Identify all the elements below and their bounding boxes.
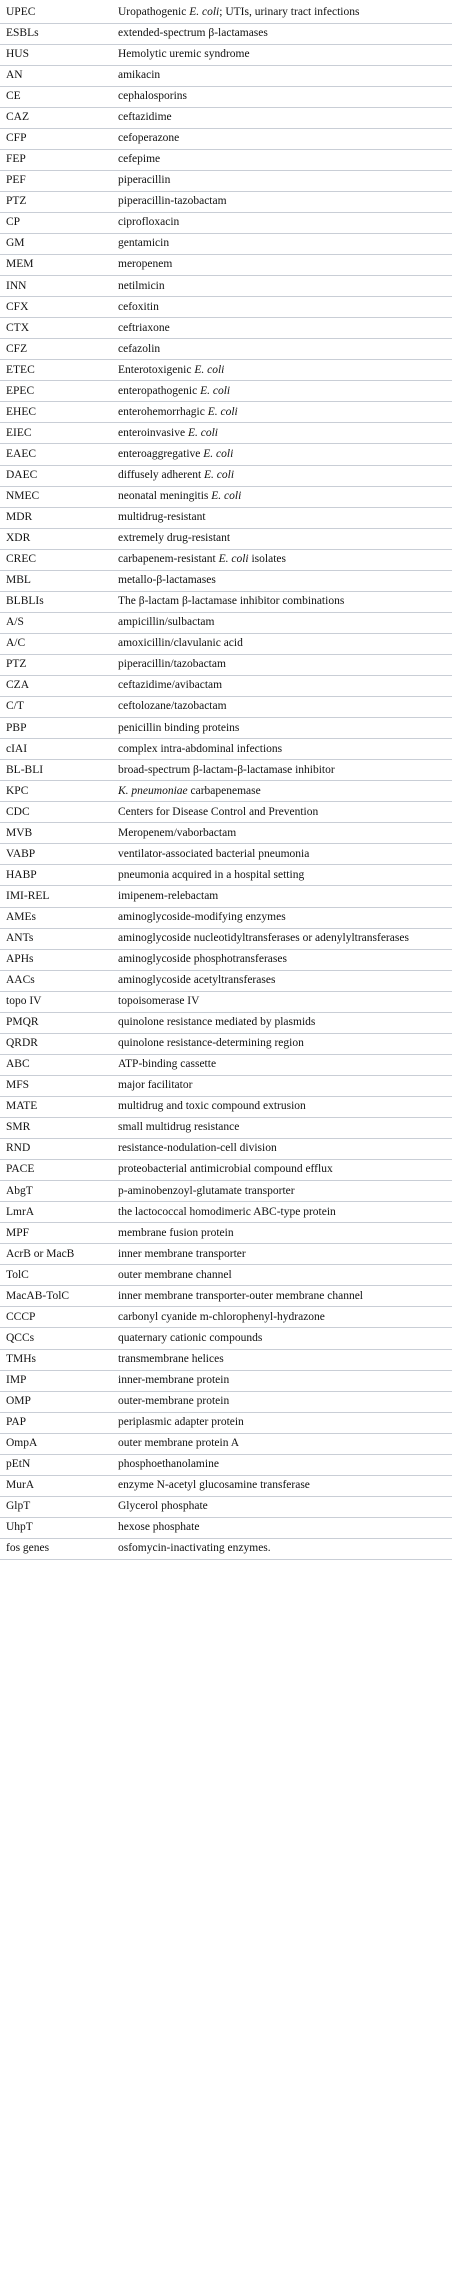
abbreviation-cell: LmrA bbox=[0, 1202, 112, 1223]
abbreviations-table bbox=[0, 2, 452, 1560]
table-row bbox=[0, 170, 452, 191]
abbreviation-cell: FEP bbox=[0, 149, 112, 170]
abbreviation-cell: IMI-REL bbox=[0, 886, 112, 907]
table-row bbox=[0, 1096, 452, 1117]
definition-cell: cefoxitin bbox=[112, 297, 452, 318]
table-row bbox=[0, 44, 452, 65]
abbreviation-cell: PBP bbox=[0, 718, 112, 739]
table-row bbox=[0, 360, 452, 381]
table-row bbox=[0, 1075, 452, 1096]
abbreviation-cell: CDC bbox=[0, 802, 112, 823]
definition-cell: ampicillin/sulbactam bbox=[112, 612, 452, 633]
definition-cell: cefoperazone bbox=[112, 128, 452, 149]
definition-cell: periplasmic adapter protein bbox=[112, 1412, 452, 1433]
definition-cell: Glycerol phosphate bbox=[112, 1496, 452, 1517]
table-row bbox=[0, 86, 452, 107]
table-row bbox=[0, 1349, 452, 1370]
species-name: E. coli bbox=[218, 553, 249, 566]
abbreviation-cell: RND bbox=[0, 1139, 112, 1160]
definition-cell: enteroaggregative E. coli bbox=[112, 444, 452, 465]
definition-cell: ceftazidime/avibactam bbox=[112, 676, 452, 697]
table-row bbox=[0, 949, 452, 970]
abbreviation-cell: GlpT bbox=[0, 1496, 112, 1517]
definition-cell: proteobacterial antimicrobial compound efflux bbox=[112, 1160, 452, 1181]
table-row bbox=[0, 549, 452, 570]
definition-cell: piperacillin-tazobactam bbox=[112, 191, 452, 212]
table-row bbox=[0, 654, 452, 675]
abbreviation-cell: TolC bbox=[0, 1265, 112, 1286]
table-row bbox=[0, 1265, 452, 1286]
abbreviation-cell: ETEC bbox=[0, 360, 112, 381]
definition-cell: Centers for Disease Control and Prevention bbox=[112, 802, 452, 823]
table-row bbox=[0, 676, 452, 697]
definition-cell: extremely drug-resistant bbox=[112, 528, 452, 549]
table-row bbox=[0, 802, 452, 823]
abbreviation-cell: AN bbox=[0, 65, 112, 86]
definition-cell: ceftolozane/tazobactam bbox=[112, 697, 452, 718]
table-row bbox=[0, 1475, 452, 1496]
table-row bbox=[0, 423, 452, 444]
table-row bbox=[0, 107, 452, 128]
definition-cell: extended-spectrum β-lactamases bbox=[112, 23, 452, 44]
table-row bbox=[0, 1496, 452, 1517]
table-row bbox=[0, 1286, 452, 1307]
table-row bbox=[0, 886, 452, 907]
table-row bbox=[0, 234, 452, 255]
table-row bbox=[0, 1412, 452, 1433]
abbreviation-cell: PACE bbox=[0, 1160, 112, 1181]
abbreviation-cell: topo IV bbox=[0, 991, 112, 1012]
abbreviation-cell: GM bbox=[0, 234, 112, 255]
abbreviation-cell: XDR bbox=[0, 528, 112, 549]
definition-cell: inner-membrane protein bbox=[112, 1370, 452, 1391]
abbreviation-cell: BLBLIs bbox=[0, 591, 112, 612]
table-row bbox=[0, 1181, 452, 1202]
table-row bbox=[0, 1517, 452, 1538]
abbreviation-cell: PTZ bbox=[0, 654, 112, 675]
definition-cell: enzyme N-acetyl glucosamine transferase bbox=[112, 1475, 452, 1496]
abbreviation-cell: OmpA bbox=[0, 1433, 112, 1454]
definition-cell: pneumonia acquired in a hospital setting bbox=[112, 865, 452, 886]
abbreviation-cell: CCCP bbox=[0, 1307, 112, 1328]
definition-cell: The β-lactam β-lactamase inhibitor combinations bbox=[112, 591, 452, 612]
table-row bbox=[0, 1012, 452, 1033]
definition-cell: netilmicin bbox=[112, 276, 452, 297]
abbreviation-cell: AACs bbox=[0, 970, 112, 991]
definition-cell: enterohemorrhagic E. coli bbox=[112, 402, 452, 423]
abbreviation-cell: MacAB-TolC bbox=[0, 1286, 112, 1307]
abbreviation-cell: VABP bbox=[0, 844, 112, 865]
definition-cell: topoisomerase IV bbox=[112, 991, 452, 1012]
species-name: E. coli bbox=[187, 426, 218, 439]
definition-cell: aminoglycoside phosphotransferases bbox=[112, 949, 452, 970]
table-row bbox=[0, 23, 452, 44]
table-row bbox=[0, 255, 452, 276]
abbreviation-cell: APHs bbox=[0, 949, 112, 970]
definition-cell: multidrug and toxic compound extrusion bbox=[112, 1096, 452, 1117]
table-row bbox=[0, 697, 452, 718]
table-row bbox=[0, 297, 452, 318]
definition-cell: aminoglycoside nucleotidyltransferases or adenylyltransferases bbox=[112, 928, 452, 949]
abbreviation-cell: C/T bbox=[0, 697, 112, 718]
species-name: E. coli bbox=[211, 489, 242, 502]
table-row bbox=[0, 823, 452, 844]
definition-cell: meropenem bbox=[112, 255, 452, 276]
abbreviation-cell: MEM bbox=[0, 255, 112, 276]
table-row bbox=[0, 507, 452, 528]
definition-cell: K. pneumoniae carbapenemase bbox=[112, 781, 452, 802]
table-row bbox=[0, 381, 452, 402]
species-name: K. pneumoniae bbox=[118, 784, 188, 797]
abbreviation-cell: CREC bbox=[0, 549, 112, 570]
definition-cell: ceftazidime bbox=[112, 107, 452, 128]
table-row bbox=[0, 318, 452, 339]
abbreviation-cell: DAEC bbox=[0, 465, 112, 486]
species-name: E. coli bbox=[200, 384, 231, 397]
table-row bbox=[0, 191, 452, 212]
table-row bbox=[0, 444, 452, 465]
definition-cell: cephalosporins bbox=[112, 86, 452, 107]
definition-cell: enteroinvasive E. coli bbox=[112, 423, 452, 444]
table-row bbox=[0, 1054, 452, 1075]
table-row bbox=[0, 402, 452, 423]
definition-cell: complex intra-abdominal infections bbox=[112, 739, 452, 760]
definition-cell: quaternary cationic compounds bbox=[112, 1328, 452, 1349]
abbreviation-cell: PMQR bbox=[0, 1012, 112, 1033]
definition-cell: ATP-binding cassette bbox=[112, 1054, 452, 1075]
definition-cell: multidrug-resistant bbox=[112, 507, 452, 528]
abbreviation-cell: pEtN bbox=[0, 1454, 112, 1475]
abbreviation-cell: MVB bbox=[0, 823, 112, 844]
table-row bbox=[0, 570, 452, 591]
abbreviation-cell: AMEs bbox=[0, 907, 112, 928]
abbreviation-cell: CFX bbox=[0, 297, 112, 318]
table-row bbox=[0, 65, 452, 86]
abbreviation-cell: CE bbox=[0, 86, 112, 107]
table-row bbox=[0, 1202, 452, 1223]
definition-cell: imipenem-relebactam bbox=[112, 886, 452, 907]
definition-cell: p-aminobenzoyl-glutamate transporter bbox=[112, 1181, 452, 1202]
definition-cell: amoxicillin/clavulanic acid bbox=[112, 633, 452, 654]
definition-cell: hexose phosphate bbox=[112, 1517, 452, 1538]
definition-cell: resistance-nodulation-cell division bbox=[112, 1139, 452, 1160]
table-row bbox=[0, 2, 452, 23]
definition-cell: carbonyl cyanide m-chlorophenyl-hydrazone bbox=[112, 1307, 452, 1328]
table-row bbox=[0, 739, 452, 760]
definition-cell: Uropathogenic E. coli; UTIs, urinary tract infections bbox=[118, 5, 360, 18]
definition-cell: neonatal meningitis E. coli bbox=[112, 486, 452, 507]
definition-cell: inner membrane transporter-outer membrane channel bbox=[112, 1286, 452, 1307]
abbreviation-cell: CP bbox=[0, 212, 112, 233]
definition-cell: the lactococcal homodimeric ABC-type protein bbox=[112, 1202, 452, 1223]
abbreviation-cell: NMEC bbox=[0, 486, 112, 507]
definition-cell: broad-spectrum β-lactam-β-lactamase inhibitor bbox=[112, 760, 452, 781]
abbreviations-table-body bbox=[0, 2, 452, 1559]
abbreviation-cell: TMHs bbox=[0, 1349, 112, 1370]
species-name: E. coli bbox=[189, 5, 220, 18]
abbreviation-cell: fos genes bbox=[0, 1538, 112, 1559]
abbreviation-cell: SMR bbox=[0, 1117, 112, 1138]
abbreviation-cell: OMP bbox=[0, 1391, 112, 1412]
definition-cell: aminoglycoside-modifying enzymes bbox=[112, 907, 452, 928]
abbreviation-cell: A/S bbox=[0, 612, 112, 633]
table-row bbox=[0, 465, 452, 486]
table-row bbox=[0, 1328, 452, 1349]
table-row bbox=[0, 844, 452, 865]
abbreviation-cell: INN bbox=[0, 276, 112, 297]
table-row bbox=[0, 633, 452, 654]
abbreviation-cell: ABC bbox=[0, 1054, 112, 1075]
definition-cell: carbapenem-resistant E. coli isolates bbox=[112, 549, 452, 570]
abbreviation-cell: ANTs bbox=[0, 928, 112, 949]
abbreviation-cell: EHEC bbox=[0, 402, 112, 423]
definition-cell: amikacin bbox=[112, 65, 452, 86]
definition-cell: outer membrane protein A bbox=[112, 1433, 452, 1454]
table-row bbox=[0, 339, 452, 360]
table-row bbox=[0, 149, 452, 170]
abbreviation-cell: MurA bbox=[0, 1475, 112, 1496]
abbreviation-cell: CZA bbox=[0, 676, 112, 697]
definition-cell: ciprofloxacin bbox=[112, 212, 452, 233]
table-row bbox=[0, 528, 452, 549]
abbreviation-cell: PAP bbox=[0, 1412, 112, 1433]
abbreviation-cell: UPEC bbox=[6, 5, 36, 18]
definition-cell: penicillin binding proteins bbox=[112, 718, 452, 739]
table-row bbox=[0, 1117, 452, 1138]
species-name: E. coli bbox=[207, 405, 238, 418]
table-row bbox=[0, 212, 452, 233]
definition-cell: ceftriaxone bbox=[112, 318, 452, 339]
table-row bbox=[0, 865, 452, 886]
definition-cell: phosphoethanolamine bbox=[112, 1454, 452, 1475]
abbreviation-cell: HUS bbox=[0, 44, 112, 65]
table-row bbox=[0, 1538, 452, 1559]
definition-cell: aminoglycoside acetyltransferases bbox=[112, 970, 452, 991]
abbreviation-cell: UhpT bbox=[0, 1517, 112, 1538]
definition-cell: quinolone resistance mediated by plasmids bbox=[112, 1012, 452, 1033]
abbreviation-cell: MDR bbox=[0, 507, 112, 528]
abbreviation-cell: IMP bbox=[0, 1370, 112, 1391]
table-row bbox=[0, 276, 452, 297]
abbreviation-cell: AcrB or MacB bbox=[0, 1244, 112, 1265]
abbreviation-cell: cIAI bbox=[0, 739, 112, 760]
abbreviation-cell: HABP bbox=[0, 865, 112, 886]
definition-cell: metallo-β-lactamases bbox=[112, 570, 452, 591]
definition-cell: cefepime bbox=[112, 149, 452, 170]
abbreviation-cell: CTX bbox=[0, 318, 112, 339]
abbreviation-cell: MPF bbox=[0, 1223, 112, 1244]
abbreviation-cell: PEF bbox=[0, 170, 112, 191]
definition-cell: osfomycin-inactivating enzymes. bbox=[112, 1538, 452, 1559]
definition-cell: membrane fusion protein bbox=[112, 1223, 452, 1244]
abbreviation-cell: A/C bbox=[0, 633, 112, 654]
table-row bbox=[0, 612, 452, 633]
abbreviation-cell: PTZ bbox=[0, 191, 112, 212]
abbreviation-cell: CFZ bbox=[0, 339, 112, 360]
table-row bbox=[0, 1139, 452, 1160]
table-row bbox=[0, 1433, 452, 1454]
abbreviation-cell: QRDR bbox=[0, 1033, 112, 1054]
table-row bbox=[0, 486, 452, 507]
definition-cell: quinolone resistance-determining region bbox=[112, 1033, 452, 1054]
table-row bbox=[0, 1244, 452, 1265]
definition-cell: inner membrane transporter bbox=[112, 1244, 452, 1265]
definition-cell: outer membrane channel bbox=[112, 1265, 452, 1286]
abbreviation-cell: EIEC bbox=[0, 423, 112, 444]
abbreviation-cell: CAZ bbox=[0, 107, 112, 128]
abbreviation-cell: EAEC bbox=[0, 444, 112, 465]
definition-cell: ventilator-associated bacterial pneumonia bbox=[112, 844, 452, 865]
table-row bbox=[0, 718, 452, 739]
table-row bbox=[0, 1391, 452, 1412]
definition-cell: Meropenem/vaborbactam bbox=[112, 823, 452, 844]
definition-cell: piperacillin/tazobactam bbox=[112, 654, 452, 675]
definition-cell: piperacillin bbox=[112, 170, 452, 191]
definition-cell: diffusely adherent E. coli bbox=[112, 465, 452, 486]
definition-cell: major facilitator bbox=[112, 1075, 452, 1096]
table-row bbox=[0, 1370, 452, 1391]
definition-cell: transmembrane helices bbox=[112, 1349, 452, 1370]
definition-cell: gentamicin bbox=[112, 234, 452, 255]
abbreviation-cell: QCCs bbox=[0, 1328, 112, 1349]
abbreviation-cell: ESBLs bbox=[0, 23, 112, 44]
abbreviation-cell: MBL bbox=[0, 570, 112, 591]
definition-cell: enteropathogenic E. coli bbox=[112, 381, 452, 402]
table-row bbox=[0, 128, 452, 149]
table-row bbox=[0, 781, 452, 802]
abbreviation-cell: KPC bbox=[0, 781, 112, 802]
definition-cell: Enterotoxigenic E. coli bbox=[112, 360, 452, 381]
table-row bbox=[0, 760, 452, 781]
abbreviation-cell: MFS bbox=[0, 1075, 112, 1096]
table-row bbox=[0, 1307, 452, 1328]
definition-cell: outer-membrane protein bbox=[112, 1391, 452, 1412]
abbreviation-cell: EPEC bbox=[0, 381, 112, 402]
table-row bbox=[0, 1033, 452, 1054]
abbreviation-cell: MATE bbox=[0, 1096, 112, 1117]
species-name: E. coli bbox=[204, 468, 235, 481]
abbreviation-cell: CFP bbox=[0, 128, 112, 149]
definition-cell: small multidrug resistance bbox=[112, 1117, 452, 1138]
species-name: E. coli bbox=[194, 363, 225, 376]
table-row bbox=[0, 928, 452, 949]
species-name: E. coli bbox=[203, 447, 234, 460]
table-row bbox=[0, 991, 452, 1012]
table-row bbox=[0, 1454, 452, 1475]
definition-cell: cefazolin bbox=[112, 339, 452, 360]
table-row bbox=[0, 907, 452, 928]
definition-cell: Hemolytic uremic syndrome bbox=[112, 44, 452, 65]
table-row bbox=[0, 970, 452, 991]
table-row bbox=[0, 591, 452, 612]
table-row bbox=[0, 1223, 452, 1244]
abbreviation-cell: AbgT bbox=[0, 1181, 112, 1202]
abbreviation-cell: BL-BLI bbox=[0, 760, 112, 781]
table-row bbox=[0, 1160, 452, 1181]
